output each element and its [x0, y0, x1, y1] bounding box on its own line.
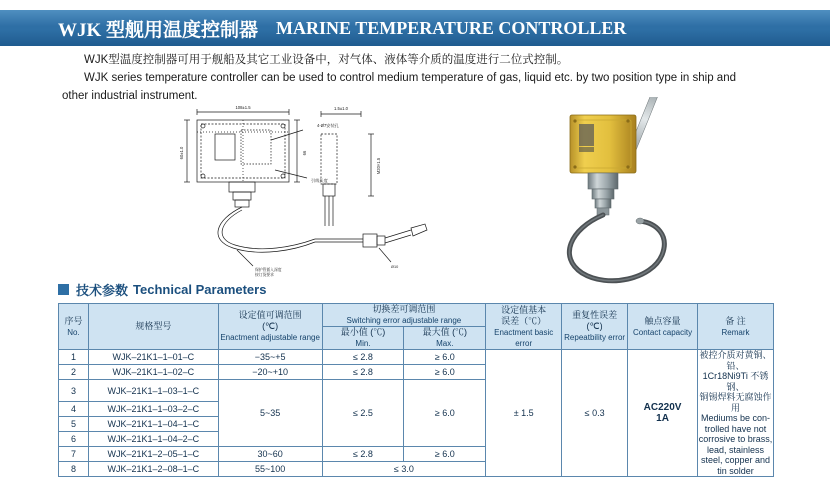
intro-en-line2: other industrial instrument. — [62, 90, 198, 102]
cell-repeat-error: ≤ 0.3 — [562, 350, 628, 477]
cell-model: WJK–21K1–2–08–1–C — [88, 462, 218, 477]
th-repeat-en: Repeatbility error — [564, 333, 626, 342]
th-repeat-zh: 重复性误差 — [572, 310, 618, 320]
technical-drawing-svg — [175, 100, 465, 280]
cell-max-merged: ≥ 6.0 — [404, 380, 486, 447]
remark-line: Mediums be con- — [700, 413, 771, 423]
section-heading — [58, 280, 266, 299]
cell-min: ≤ 2.8 — [322, 447, 404, 462]
dim-height: 60±1.0 — [179, 146, 184, 160]
page-title-zh: WJK 型舰用温度控制器 — [58, 19, 259, 41]
th-no-zh: 序号 — [64, 315, 83, 326]
remark-line: trolled have not — [704, 423, 767, 434]
intro-en-line1: WJK series temperature controller can be used to control medium temperature of gas, liquid etc. by two position type in ship and — [84, 72, 736, 84]
th-no-en: No. — [67, 327, 80, 337]
th-basic-error — [486, 304, 562, 350]
product-photo — [530, 97, 710, 292]
dim-width: 108±1.5 — [235, 105, 251, 110]
parameters-table-wrap — [58, 303, 774, 477]
th-remark-zh: 备 注 — [725, 315, 746, 326]
th-min-en: Min. — [355, 339, 371, 348]
cell-range: 30~60 — [218, 447, 322, 462]
page-title-en: MARINE TEMPERATURE CONTROLLER — [276, 17, 627, 38]
remark-line: corrosive to brass, — [698, 434, 773, 444]
cell-min-merged: ≤ 2.5 — [322, 380, 404, 447]
dim-top-right: 1.5±1.0 — [334, 106, 348, 111]
cell-basic-error: ± 1.5 — [486, 350, 562, 477]
cell-no: 3 — [59, 380, 89, 402]
cell-contact-capacity — [628, 350, 698, 477]
th-basic-zh1: 设定值基本 — [501, 304, 547, 315]
cell-range: −35~+5 — [218, 350, 322, 365]
cell-range: 55~100 — [218, 462, 322, 477]
cell-min: ≤ 2.8 — [322, 350, 404, 365]
cell-remark — [698, 350, 774, 477]
section-title-zh: 技术参数 — [76, 283, 129, 298]
note-bulb: Ø10 — [391, 265, 399, 269]
th-max-en: Max. — [436, 339, 454, 348]
th-model — [88, 304, 218, 350]
cell-model: WJK–21K1–1–01–C — [88, 350, 218, 365]
cell-max: ≥ 6.0 — [404, 447, 486, 462]
remark-line: 1Cr18Ni9Ti 不锈钢、 — [702, 371, 769, 392]
note-order: 按订货要求 — [255, 273, 274, 277]
th-basic-zh2: 误差（℃） — [501, 315, 547, 326]
technical-drawing — [175, 100, 465, 275]
th-range-zh: 设定值可调范围 — [238, 310, 302, 320]
cell-model: WJK–21K1–1–04–1–C — [88, 417, 218, 432]
cell-switch-merged: ≤ 3.0 — [322, 462, 486, 477]
cell-min: ≤ 2.8 — [322, 365, 404, 380]
table-header-row-1 — [59, 304, 774, 327]
note-insert-depth: 保护管插入深度 — [255, 268, 282, 272]
th-range-unit: (℃) — [262, 321, 279, 331]
th-basic-en: Enactment basic error — [494, 327, 554, 348]
note-cable: 引线长度 — [311, 178, 328, 183]
th-switching-error — [322, 304, 486, 327]
th-range — [218, 304, 322, 350]
cell-max: ≥ 6.0 — [404, 365, 486, 380]
th-switch-zh: 切换差可调范围 — [372, 304, 436, 314]
table-row — [59, 350, 774, 365]
cell-no: 2 — [59, 365, 89, 380]
th-contact-zh: 触点容量 — [644, 315, 681, 326]
th-remark — [698, 304, 774, 350]
cell-model: WJK–21K1–1–02–C — [88, 365, 218, 380]
th-contact-capacity — [628, 304, 698, 350]
remark-line: lead, stainless — [706, 444, 765, 455]
contact-capacity-line2: 1A — [656, 413, 669, 424]
th-contact-en: Contact capacity — [632, 327, 693, 337]
th-model-zh: 规格型号 — [135, 321, 172, 331]
cell-no: 5 — [59, 417, 89, 432]
parameters-table — [58, 303, 774, 477]
th-remark-en: Remark — [721, 327, 750, 337]
th-no — [59, 304, 89, 350]
th-range-en: Enactment adjustable range — [220, 333, 320, 342]
square-marker-icon — [58, 284, 69, 295]
cell-no: 4 — [59, 402, 89, 417]
cell-no: 7 — [59, 447, 89, 462]
th-max-zh: 最大值 (℃) — [422, 327, 468, 337]
th-switch-max — [404, 327, 486, 350]
cell-model: WJK–21K1–1–03–2–C — [88, 402, 218, 417]
cell-no: 8 — [59, 462, 89, 477]
dim-height-right: 66 — [302, 150, 307, 156]
remark-line: tin solder — [717, 465, 754, 476]
cell-range-merged: 5~35 — [218, 380, 322, 447]
th-switch-min — [322, 327, 404, 350]
cell-max: ≥ 6.0 — [404, 350, 486, 365]
note-mount-holes: 4-Ø7安装孔 — [317, 123, 339, 128]
section-title-en: Technical Parameters — [133, 282, 267, 297]
figures-area — [0, 100, 830, 285]
th-repeat-unit: (℃) — [586, 321, 603, 331]
intro-zh: WJK型温度控制器可用于舰船及其它工业设备中，对气体、液体等介质的温度进行二位式控制。 — [84, 54, 569, 66]
cell-no: 6 — [59, 432, 89, 447]
page-header — [0, 10, 830, 46]
dim-stem: M20×1.5 — [376, 157, 381, 175]
remark-line: 铜锡焊料无腐蚀作用 — [699, 392, 772, 413]
remark-line: steel, copper and — [700, 455, 771, 465]
cell-model: WJK–21K1–1–03–1–C — [88, 380, 218, 402]
th-min-zh: 最小值 (℃) — [340, 327, 386, 337]
cell-model: WJK–21K1–1–04–2–C — [88, 432, 218, 447]
cell-model: WJK–21K1–2–05–1–C — [88, 447, 218, 462]
th-switch-en: Switching error adjustable range — [346, 316, 462, 325]
remark-line: 被控介质对黄铜、铅、 — [699, 350, 772, 371]
th-repeat-error — [562, 304, 628, 350]
contact-capacity-line1: AC220V — [643, 402, 682, 413]
cell-no: 1 — [59, 350, 89, 365]
cell-range: −20~+10 — [218, 365, 322, 380]
product-photo-svg — [530, 97, 710, 292]
